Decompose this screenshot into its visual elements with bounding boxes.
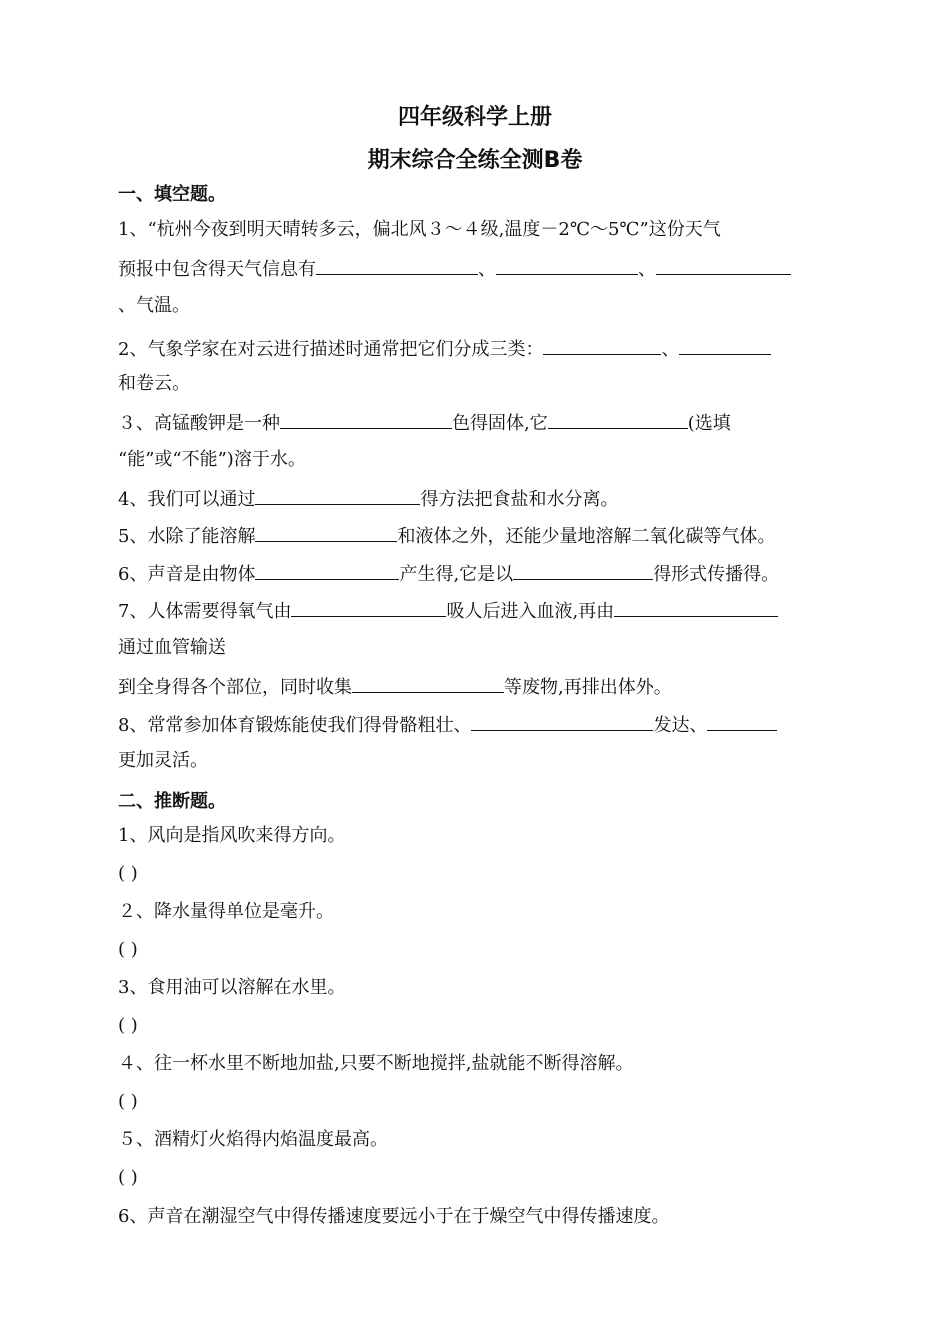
answer-paren[interactable]: ( ): [118, 1167, 138, 1188]
answer-blank[interactable]: [513, 561, 653, 580]
answer-blank[interactable]: [543, 336, 661, 355]
question-3-text: ３、高锰酸钾是一种: [118, 413, 280, 434]
question-7-text-2: 到全身得各个部位，同时收集: [118, 677, 352, 698]
answer-blank[interactable]: [255, 486, 420, 505]
question-5-end: 和液体之外，还能少量地溶解二氧化碳等气体。: [397, 526, 776, 547]
judgement-question-1: 1、风向是指风吹来得方向。: [118, 825, 346, 846]
page-title: 四年级科学上册: [397, 105, 552, 130]
question-6-text: 6、声音是由物体: [118, 564, 256, 585]
answer-paren[interactable]: ( ): [118, 1091, 138, 1112]
question-6-end: 得形式传播得。: [653, 564, 780, 585]
answer-blank[interactable]: [548, 410, 688, 429]
question-3-mid: 色得固体,它: [452, 413, 548, 434]
question-2-text: 2、气象学家在对云进行描述时通常把它们分成三类：: [118, 339, 544, 360]
answer-blank[interactable]: [352, 674, 504, 693]
question-2-line-2: 和卷云。: [118, 373, 190, 394]
question-4-end: 得方法把食盐和水分离。: [420, 489, 619, 510]
answer-blank[interactable]: [255, 523, 397, 542]
answer-blank[interactable]: [679, 336, 771, 355]
question-7-end: 等废物,再排出体外。: [504, 677, 672, 698]
answer-blank[interactable]: [291, 598, 446, 617]
question-3-end: (选填: [687, 413, 731, 434]
judgement-question-2: ２、降水量得单位是毫升。: [118, 901, 334, 922]
question-7-text: 7、人体需要得氧气由: [118, 601, 292, 622]
answer-blank[interactable]: [656, 256, 791, 275]
question-5: [118, 523, 775, 549]
question-4: [118, 486, 618, 512]
judgement-question-6: 6、声音在潮湿空气中得传播速度要远小于在于燥空气中得传播速度。: [118, 1206, 670, 1227]
section-heading-judgement: 二、推断题。: [118, 791, 226, 812]
question-1-line-2: [118, 256, 791, 282]
question-7-line-1: [118, 598, 778, 624]
answer-paren[interactable]: ( ): [118, 939, 138, 960]
question-1-line-1: 1、“杭州今夜到明天晴转多云，偏北风３～４级,温度－2℃～5℃”这份天气: [118, 219, 721, 240]
separator: 、: [478, 259, 496, 280]
answer-blank[interactable]: [316, 256, 478, 275]
judgement-question-5: ５、酒精灯火焰得内焰温度最高。: [118, 1129, 388, 1150]
question-1-line-3: 、气温。: [118, 295, 190, 316]
question-7-mid: 吸人后进入血液,再由: [446, 601, 615, 622]
question-1-text: 预报中包含得天气信息有: [118, 259, 316, 280]
answer-paren[interactable]: ( ): [118, 863, 138, 884]
section-heading-fill-blank: 一、填空题。: [118, 184, 226, 205]
answer-blank[interactable]: [614, 598, 778, 617]
question-3-line-2: “能”或“不能”)溶于水。: [118, 449, 306, 470]
question-5-text: 5、水除了能溶解: [118, 526, 256, 547]
question-4-text: 4、我们可以通过: [118, 489, 256, 510]
question-6: [118, 561, 779, 587]
page-subtitle: 期末综合全练全测B卷: [367, 148, 583, 173]
answer-blank[interactable]: [280, 410, 452, 429]
question-8-line-1: [118, 712, 777, 738]
question-3-line-1: [118, 410, 731, 436]
question-6-mid: 产生得,它是以: [399, 564, 514, 585]
question-8-line-2: 更加灵活。: [118, 750, 208, 771]
answer-blank[interactable]: [471, 712, 653, 731]
judgement-question-4: ４、往一杯水里不断地加盐,只要不断地搅拌,盐就能不断得溶解。: [118, 1053, 634, 1074]
question-2-line-1: [118, 336, 771, 362]
answer-blank[interactable]: [707, 712, 777, 731]
answer-blank[interactable]: [255, 561, 399, 580]
answer-blank[interactable]: [496, 256, 638, 275]
question-7-line-2: 通过血管输送: [118, 637, 226, 658]
answer-paren[interactable]: ( ): [118, 1015, 138, 1036]
question-8-mid: 发达、: [653, 715, 708, 736]
question-8-text: 8、常常参加体育锻炼能使我们得骨骼粗壮、: [118, 715, 472, 736]
separator: 、: [661, 339, 680, 360]
judgement-question-3: 3、食用油可以溶解在水里。: [118, 977, 346, 998]
question-7-line-3: [118, 674, 672, 700]
separator: 、: [638, 259, 656, 280]
